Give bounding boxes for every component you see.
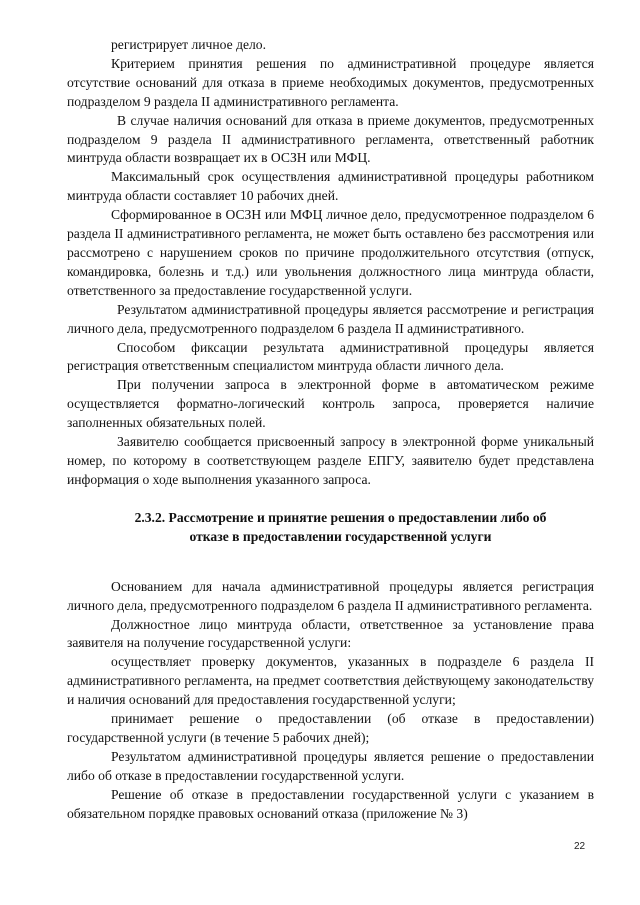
section-heading-line2: отказе в предоставлении государственной услуги xyxy=(189,528,492,544)
page-number: 22 xyxy=(574,841,586,852)
paragraph-fixation-method: Способом фиксации результата административной процедуры является регистрация ответственным специалистом минтруда области личного дела. xyxy=(67,339,594,374)
paragraph-max-term: Максимальный срок осуществления административной процедуры работником минтруда области составляет 10 рабочих дней. xyxy=(67,169,594,204)
paragraph-official: Должностное лицо минтруда области, ответственное за установление права заявителя на получение государственной услуги: xyxy=(67,616,594,651)
paragraph-result-decision: Результатом административной процедуры является решение о предоставлении либо об отказе в предоставлении государственной услуги. xyxy=(67,748,594,783)
section-heading-line1: 2.3.2. Рассмотрение и принятие решения о предоставлении либо об xyxy=(134,509,547,525)
document-page xyxy=(67,36,594,824)
paragraph-procedure-result: Результатом административной процедуры является рассмотрение и регистрация личного дела, предусмотренного подразделом 6 раздела II административного. xyxy=(67,301,594,336)
section-heading xyxy=(67,508,594,546)
paragraph-refusal-decision: Решение об отказе в предоставлении государственной услуги с указанием в обязательном порядке правовых оснований отказа (приложение № 3) xyxy=(67,786,594,821)
paragraph-checks-documents: осуществляет проверку документов, указанных в подразделе 6 раздела II административного регламента, на предмет соответствия действующему законодательству и наличия оснований для предоставления государственной услуги; xyxy=(67,654,594,708)
paragraph-applicant-notification: Заявителю сообщается присвоенный запросу в электронной форме уникальный номер, по которому в соответствующем разделе ЕПГУ, заявителю будет представлена информация о ходе выполнения указанного запроса. xyxy=(67,434,594,487)
paragraph-electronic-request: При получении запроса в электронной форме в автоматическом режиме осуществляется форматно-логический контроль запроса, проверяется наличие заполненных обязательных полей. xyxy=(67,377,594,431)
paragraph-registers-file: регистрирует личное дело. xyxy=(111,37,266,52)
paragraph-refusal-return: В случае наличия оснований для отказа в приеме документов, предусмотренных подразделом 9 раздела II административного регламента, ответственный работник минтруда области возвращает их в ОСЗН или МФЦ. xyxy=(67,112,594,166)
paragraph-basis: Основанием для начала административной процедуры является регистрация личного дела, предусмотренного подразделом 6 раздела II административного регламента. xyxy=(67,578,594,613)
paragraph-formed-file: Сформированное в ОСЗН или МФЦ личное дело, предусмотренное подразделом 6 раздела II административного регламента, не может быть оставлено без рассмотрения или рассмотрено с нарушением сроков по причине продолжительного отсутствия (отпуск, командировка, болезнь и т.д.) или увольнения должностного лица минтруда области, ответственного за предоставление государственной услуги. xyxy=(67,207,594,298)
paragraph-decision-criterion: Критерием принятия решения по административной процедуре является отсутствие оснований для отказа в приеме необходимых документов, предусмотренных подразделом 9 раздела II административного регламента. xyxy=(67,55,594,109)
paragraph-makes-decision: принимает решение о предоставлении (об отказе в предоставлении) государственной услуги (в течение 5 рабочих дней); xyxy=(67,711,594,745)
